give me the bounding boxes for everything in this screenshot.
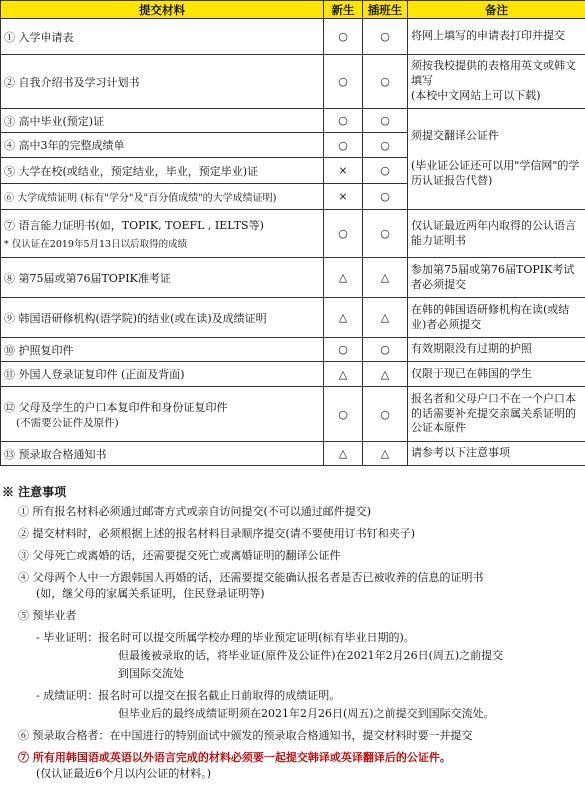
note-item: ⑤ 预毕业者 (18, 609, 77, 622)
remark-cell: 报名者和父母户口不在一个户口本的话需要补充提交亲属关系证明的公证本原件 (408, 387, 585, 442)
row-number: ① (4, 30, 15, 44)
material-name: 语言能力证明书(如，TOPIK, TOEFL , IELTS等) (18, 219, 264, 232)
remark-text: (毕业证公证还可以用"学信网"的学历认证报告代替) (411, 159, 580, 187)
remark-cell: 在韩的韩国语研修机构在读(或结业)者必须提交 (408, 298, 585, 338)
transfer-mark: △ (363, 258, 408, 298)
material-name: 第75届或第76届TOPIK准考证 (18, 271, 171, 285)
material-cell (1, 133, 324, 158)
material-cell (1, 442, 324, 466)
note-subitem: - 毕业证明：报名时可以提交所属学校办理的毕业预定证明(标有毕业日期的)。 (36, 631, 415, 644)
transfer-mark: △ (363, 442, 408, 466)
note-item: ③ 父母死亡或离婚的话，还需要提交死亡或离婚证明的翻译公证件 (18, 549, 341, 562)
new-mark: × (324, 158, 363, 184)
material-cell (1, 210, 324, 258)
material-cell (1, 184, 324, 210)
remark-cell: 请参考以下注意事项 (408, 442, 585, 466)
material-name: 大学在校(或结业，预定结业，毕业，预定毕业)证 (18, 164, 259, 178)
row-number: ⑨ (4, 311, 15, 325)
table-row (1, 109, 585, 133)
new-mark: ○ (324, 19, 363, 55)
material-cell (1, 298, 324, 338)
table-row (1, 338, 585, 362)
material-name: 高中毕业(预定)证 (18, 114, 105, 128)
note-item: ⑥ 预录取合格者：在中国进行的特别面试中颁发的预录取合格通知书，提交材料时要一并提交 (18, 729, 473, 742)
new-mark: △ (324, 258, 363, 298)
table-row (1, 258, 585, 298)
note-subitem-continued: 但最後被录取的话，将毕业证(原件及公证件)在2021年2月26日(周五)之前提交 (118, 649, 504, 662)
material-name: 外国人登录证复印件 (正面及背面) (18, 368, 185, 381)
material-cell (1, 19, 324, 55)
new-mark: ○ (324, 210, 363, 258)
remark-cell: 将网上填写的申请表打印并提交 (408, 19, 585, 55)
new-mark: × (324, 184, 363, 210)
material-subtext: * 仅认证在2019年5月13日以后取得的成绩 (4, 239, 188, 250)
remark-cell: 仅限于现已在韩国的学生 (408, 362, 585, 387)
note-item: ② 提交材料时，必须根据上述的报名材料目录顺序提交(请不要使用订书钉和夹子) (18, 527, 416, 540)
row-number: ⑩ (4, 343, 15, 357)
material-name: 高中3年的完整成绩单 (18, 139, 125, 152)
table-row (1, 362, 585, 387)
table-row (1, 298, 585, 338)
note-subitem: - 成绩证明：报名时可以提交在报名截止日前取得的成绩证明。 (36, 689, 341, 702)
transfer-mark: ○ (363, 184, 408, 210)
header-new: 新生 (324, 1, 363, 19)
material-cell (1, 258, 324, 298)
material-subtext: (不需要公证件及原件) (16, 416, 119, 429)
row-number: ③ (4, 114, 15, 128)
material-name: 自我介绍书及学习计划书 (18, 75, 140, 89)
remark-cell: 参加第75届或第76届TOPIK考试者必须提交 (408, 258, 585, 298)
header-remark: 备注 (408, 1, 585, 19)
material-cell (1, 109, 324, 133)
table-row (1, 55, 585, 109)
transfer-mark: ○ (363, 19, 408, 55)
transfer-mark: ○ (363, 210, 408, 258)
new-mark: △ (324, 362, 363, 387)
transfer-mark: ○ (363, 109, 408, 133)
transfer-mark: △ (363, 362, 408, 387)
new-mark: ○ (324, 55, 363, 109)
row-number: ⑥ (4, 193, 14, 204)
new-mark: ○ (324, 338, 363, 362)
remark-text: 须提交翻译公证件 (411, 129, 499, 143)
row-number: ⑫ (4, 400, 15, 414)
remark-text: (本校中文网站上可以下载) (411, 88, 541, 102)
note-item: ① 所有报名材料必须通过邮寄方式或亲自访问提交(不可以通过邮件提交) (18, 505, 372, 518)
material-name: 预录取合格通知书 (18, 447, 107, 461)
transfer-mark: △ (363, 298, 408, 338)
table-row (1, 19, 585, 55)
transfer-mark: ○ (363, 133, 408, 158)
remark-cell: 仅认证最近两年内取得的公认语言能力证明书 (408, 210, 585, 258)
remark-cell (408, 55, 585, 109)
note-subitem-continued: 到国际交流处 (118, 667, 184, 680)
material-cell (1, 362, 324, 387)
table-header-row (1, 1, 585, 19)
remark-cell-merged (408, 109, 585, 210)
material-name: 韩国语研修机构(语学院)的结业(或在读)及成绩证明 (18, 311, 267, 325)
transfer-mark: ○ (363, 338, 408, 362)
note-item-highlight: ⑦ 所有用韩国语或英语以外语言完成的材料必须要一起提交韩译或英译翻译后的公证件。 (18, 751, 451, 764)
new-mark: ○ (324, 133, 363, 158)
note-item: ④ 父母两个人中一方跟韩国人再婚的话，还需要提交能确认报名者是否已被收养的信息的证明书 (18, 571, 484, 584)
note-item-continued: (如，继父母的家属关系证明，住民登录证明等) (36, 587, 265, 600)
row-number: ⑬ (4, 447, 15, 461)
notes-section (0, 481, 585, 788)
table-row (1, 442, 585, 466)
row-number: ⑤ (4, 164, 15, 178)
new-mark: ○ (324, 109, 363, 133)
transfer-mark: ○ (363, 158, 408, 184)
note-item-continued: (仅认证最近6个月以内公证的材料。) (36, 767, 212, 780)
transfer-mark: ○ (363, 387, 408, 442)
table-row (1, 210, 585, 258)
table-row (1, 387, 585, 442)
header-transfer: 插班生 (363, 1, 408, 19)
material-cell (1, 55, 324, 109)
material-name: 入学申请表 (18, 30, 74, 44)
header-material: 提交材料 (1, 1, 324, 19)
row-number: ⑧ (4, 271, 15, 285)
new-mark: △ (324, 298, 363, 338)
note-subitem-continued: 但毕业后的最终成绩证明须在2021年2月26日(周五)之前提交到国际交流处。 (118, 707, 495, 720)
remark-cell: 有效期限没有过期的护照 (408, 338, 585, 362)
material-name: 父母及学生的户口本复印件和身份证复印件 (18, 400, 228, 414)
remark-text: 须按我校提供的表格用英文或韩文填写 (411, 59, 576, 88)
row-number: ② (4, 75, 15, 89)
notes-heading: ※ 注意事项 (2, 485, 67, 499)
row-number: ⑪ (4, 368, 15, 381)
material-name: 大学成绩证明 (标有"学分"及"百分值成绩"的大学成绩证明) (17, 193, 277, 204)
new-mark: ○ (324, 387, 363, 442)
material-cell (1, 158, 324, 184)
transfer-mark: ○ (363, 55, 408, 109)
material-name: 护照复印件 (18, 343, 74, 357)
row-number: ④ (4, 139, 15, 152)
material-cell (1, 338, 324, 362)
row-number: ⑦ (4, 219, 15, 232)
new-mark: △ (324, 442, 363, 466)
material-cell (1, 387, 324, 442)
